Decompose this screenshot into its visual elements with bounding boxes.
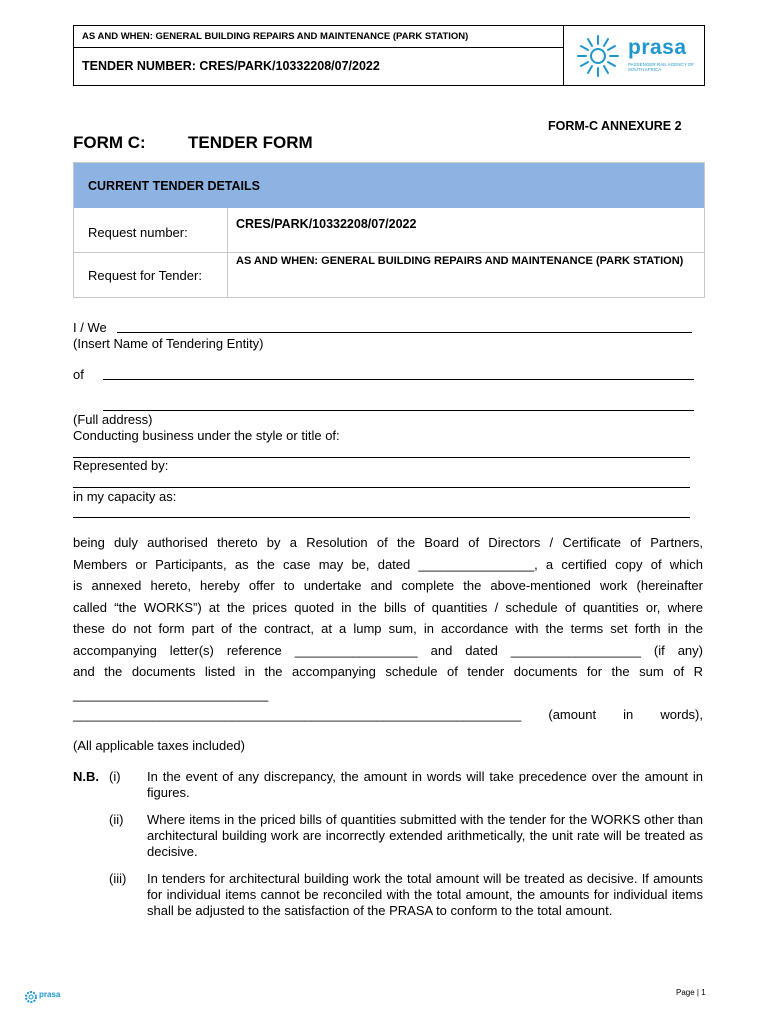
request-for-label: Request for Tender:	[74, 253, 228, 297]
paragraph-line: and the documents listed in the accompanying schedule of tender documents for the sum of R	[73, 664, 703, 679]
tender-number: TENDER NUMBER: CRES/PARK/10332208/07/2022	[74, 48, 564, 85]
insert-name-hint: (Insert Name of Tendering Entity)	[73, 336, 264, 351]
form-title: TENDER FORM	[188, 133, 313, 152]
nb-label: N.B.	[73, 769, 99, 784]
paragraph-line: accompanying letter(s) reference _________________ and dated __________________ (if any)	[73, 642, 703, 658]
document-header	[73, 25, 705, 86]
full-address-hint: (Full address)	[73, 412, 153, 427]
paragraph-line: being duly authorised thereto by a Resolution of the Board of Directors / Certificate of Partners,	[73, 535, 703, 550]
prasa-logo-icon	[574, 32, 622, 80]
footer-logo	[24, 990, 61, 1009]
tender-details-table	[73, 162, 705, 298]
logo-wordmark: prasa	[628, 36, 687, 59]
request-number-value: CRES/PARK/10332208/07/2022	[228, 208, 704, 253]
paragraph-line: called “the WORKS”) at the prices quoted in the bills of quantities / schedule of quantities or, where	[73, 599, 703, 615]
request-for-value: AS AND WHEN: GENERAL BUILDING REPAIRS AND MAINTENANCE (PARK STATION)	[236, 255, 684, 267]
representative-line[interactable]	[73, 487, 690, 488]
form-label: FORM C:	[73, 133, 146, 152]
paragraph-line: is annexed hereto, hereby offer to undertake and complete the above-mentioned work (hereinafter	[73, 578, 703, 593]
request-number-label: Request number:	[74, 208, 228, 253]
of-label: of	[73, 367, 84, 382]
nb-item-text: Where items in the priced bills of quantities submitted with the tender for the WORKS other than architectural building work are incorrectly extended arithmetically, the unit rate will be treated as decisive.	[147, 812, 703, 859]
details-heading: CURRENT TENDER DETAILS	[74, 163, 704, 208]
address-line-1[interactable]	[103, 379, 694, 380]
annexure-label: FORM-C ANNEXURE 2	[548, 119, 682, 133]
paragraph-line: these do not form part of the contract, at a lump sum, in accordance with the terms set forth in the	[73, 621, 703, 636]
prasa-logo	[572, 30, 702, 82]
taxes-note: (All applicable taxes included)	[73, 738, 245, 753]
prasa-logo-icon	[24, 990, 38, 1004]
conducting-label: Conducting business under the style or title of:	[73, 428, 340, 443]
represented-label: Represented by:	[73, 458, 169, 473]
amount-words-line[interactable]: ______________________________________________________________ (amount in words),	[73, 707, 703, 722]
address-line-2[interactable]	[103, 410, 694, 411]
offer-paragraph	[73, 532, 703, 683]
project-title: AS AND WHEN: GENERAL BUILDING REPAIRS AND MAINTENANCE (PARK STATION)	[74, 26, 564, 48]
logo-tagline: PASSENGER RAIL AGENCY OF SOUTH AFRICA	[628, 62, 695, 72]
nb-item-number: (i)	[109, 769, 121, 784]
sum-figures-line[interactable]: ___________________________	[73, 687, 269, 702]
nb-item-number: (iii)	[109, 871, 127, 886]
nb-item-text: In the event of any discrepancy, the amount in words will take precedence over the amount in figures.	[147, 769, 703, 800]
nb-item-text: In tenders for architectural building work the total amount will be treated as decisive. If amounts for individual items cannot be reconciled with the total amount, the amounts for individual items shall be adjusted to the satisfaction of the PRASA to conform to the total amount.	[147, 871, 703, 918]
page-number: Page | 1	[676, 988, 706, 997]
nb-item-number: (ii)	[109, 812, 124, 827]
iwe-label: I / We	[73, 320, 107, 335]
entity-name-line[interactable]	[117, 332, 692, 333]
capacity-line[interactable]	[73, 517, 690, 518]
footer-logo-wordmark: prasa	[39, 990, 61, 999]
paragraph-line: Members or Participants, as the case may be, dated ________________, a certified copy of which	[73, 556, 703, 572]
capacity-label: in my capacity as:	[73, 489, 177, 504]
